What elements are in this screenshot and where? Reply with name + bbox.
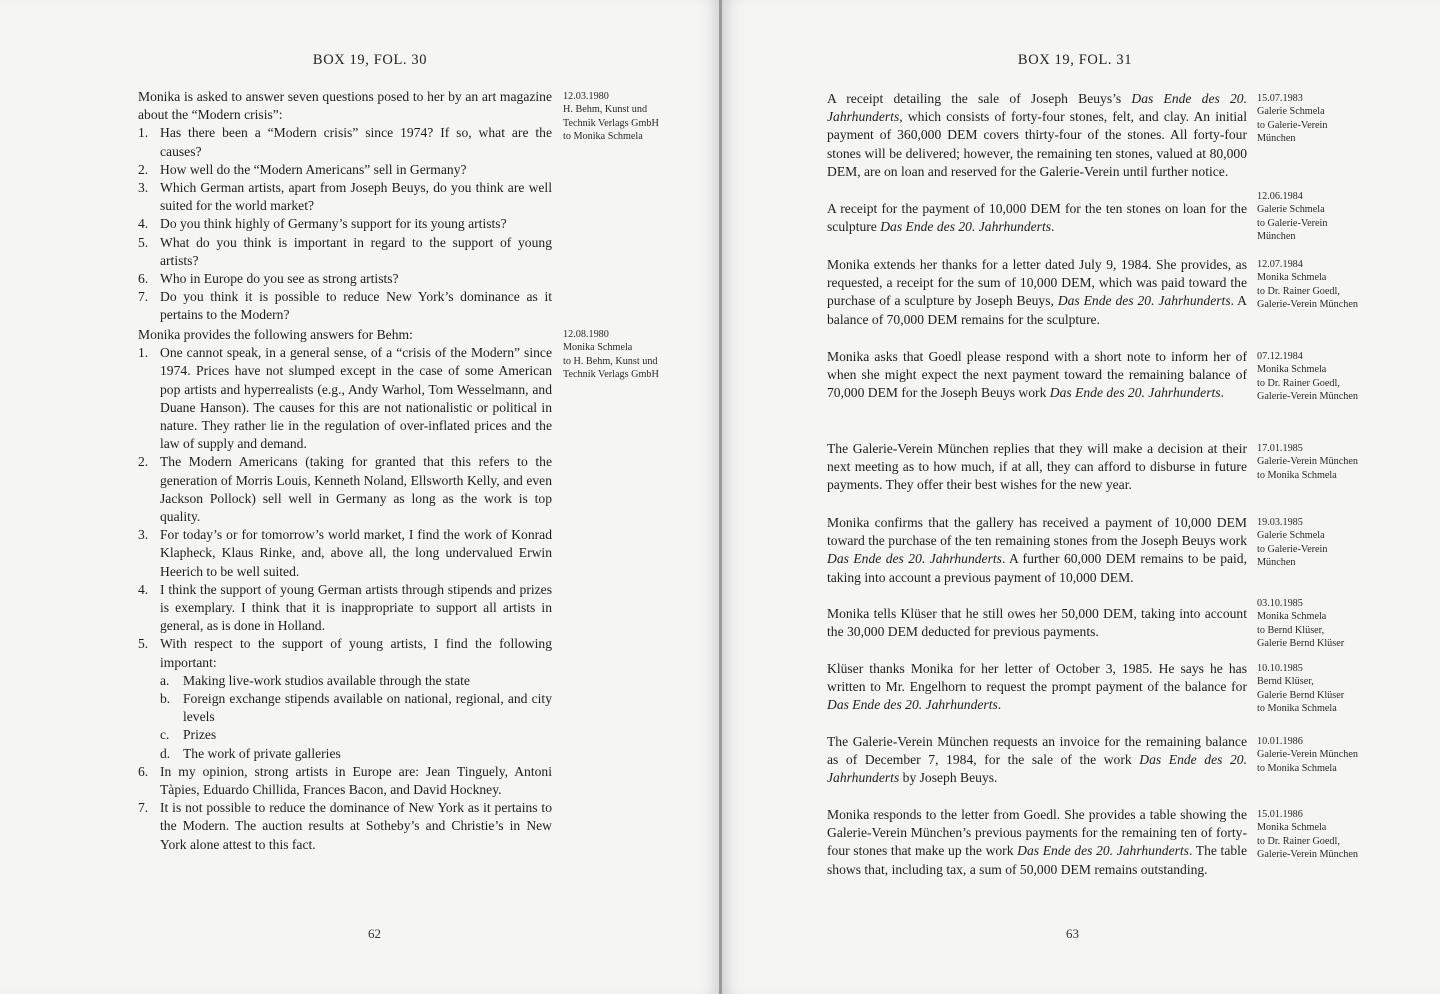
question-item: 4. Do you think highly of Germany’s support for its young artists? xyxy=(138,216,507,232)
note-line: H. Behm, Kunst und xyxy=(563,104,648,116)
note-line: Technik Verlags GmbH xyxy=(563,369,659,381)
answer-item: 5. With respect to the support of young artists, I find the following important: a. Making live-work studios available through the state b. Foreign exchange stipends available on national, regional, and city levels c. Prizes d. The work of private galleries xyxy=(138,635,552,762)
margin-note: 15.07.1983 Galerie Schmela to Galerie-Verein München xyxy=(1257,92,1387,146)
work-title: Das Ende des 20. Jahrhunderts xyxy=(1057,293,1231,309)
answer-item: 7. It is not possible to reduce the dominance of New York as it pertains to the Modern. The auction results at Sotheby’s and Christie’s in New York alone attest to this fact. xyxy=(138,800,552,852)
work-title: Das Ende des 20. Jahrhunderts xyxy=(880,219,1052,235)
note-line: Monika Schmela xyxy=(563,342,633,354)
margin-note xyxy=(563,328,683,382)
question-list xyxy=(138,124,552,324)
note-date: 10.10.1985 xyxy=(1257,663,1303,674)
entry-body: Monika tells Klüser that he still owes her 50,000 DEM, taking into account the 30,000 DEM deducted for previous payments. xyxy=(827,606,1247,640)
left-page-heading: BOX 19, FOL. 30 xyxy=(312,52,428,68)
margin-note: 03.10.1985 Monika Schmela to Bernd Klüser, Galerie Bernd Klüser xyxy=(1257,597,1387,651)
margin-note: 10.10.1985 Bernd Klüser, Galerie Bernd Klüser to Monika Schmela xyxy=(1257,662,1387,716)
note-date: 10.01.1986 xyxy=(1257,736,1303,747)
sub-item: a. Making live-work studios available through the state xyxy=(160,672,470,688)
note-date: 19.03.1985 xyxy=(1257,517,1303,528)
entry-body xyxy=(138,326,552,854)
entry-body xyxy=(138,88,552,325)
entry-body: Monika responds to the letter from Goedl. She provides a table showing the Galerie-Verein München’s previous payments for the remaining ten of forty-four stones that make up the work Das Ende des 20. Jahrhunderts. The table shows that, including tax, a sum of 50,000 DEM remains outstanding. xyxy=(827,807,1247,877)
answer-list xyxy=(138,344,552,854)
margin-note: 10.01.1986 Galerie-Verein München to Monika Schmela xyxy=(1257,735,1387,775)
answer-item: 4. I think the support of young German artists through stipends and prizes is exemplary. I think that it is inappropriate to support all artists in general, as is done in Holland. xyxy=(138,581,552,634)
entry-body: Klüser thanks Monika for her letter of October 3, 1985. He says he has written to Mr. Engelhorn to request the prompt payment of the balance for Das Ende des 20. Jahrhunderts. xyxy=(827,661,1247,713)
entry-body: The Galerie-Verein München replies that they will make a decision at their next meeting as to how much, if at all, they can afford to disburse in future payments. They offer their best wishes for the new year. xyxy=(827,441,1247,493)
sub-list xyxy=(160,672,552,763)
sub-item: d. The work of private galleries xyxy=(160,745,341,761)
work-title: Das Ende des 20. Jahrhunderts xyxy=(827,91,1247,125)
question-item: 2. How well do the “Modern Americans” sell in Germany? xyxy=(138,161,467,177)
page-number: 62 xyxy=(368,926,381,941)
note-date: 15.01.1986 xyxy=(1257,809,1303,820)
note-date: 12.03.1980 xyxy=(563,91,609,102)
question-item: 6. Who in Europe do you see as strong artists? xyxy=(138,271,399,287)
work-title: Das Ende des 20. Jahrhunderts xyxy=(1017,843,1189,859)
margin-note: 12.07.1984 Monika Schmela to Dr. Rainer Goedl, Galerie-Verein München xyxy=(1257,258,1387,312)
work-title: Das Ende des 20. Jahrhunderts xyxy=(827,752,1247,786)
note-date: 12.08.1980 xyxy=(563,329,609,340)
note-line: Technik Verlags GmbH xyxy=(563,117,659,129)
margin-note: 07.12.1984 Monika Schmela to Dr. Rainer Goedl, Galerie-Verein München xyxy=(1257,350,1387,404)
entry-body: Monika asks that Goedl please respond with a short note to inform her of when she might expect the next payment toward the remaining balance of 70,000 DEM for the Joseph Beuys work Das Ende des 20. Jahrhunderts. xyxy=(827,349,1247,401)
question-item: 7. Do you think it is possible to reduce New York’s dominance as it pertains to the Modern? xyxy=(138,289,552,323)
entry-body: The Galerie-Verein München requests an invoice for the remaining balance as of December 7, 1984, for the sale of the work Das Ende des 20. Jahrhunderts by Joseph Beuys. xyxy=(827,734,1247,786)
sub-item: c. Prizes xyxy=(160,727,217,743)
answer-item: 1. One cannot speak, in a general sense, of a “crisis of the Modern” since 1974. Prices have not slumped except in the case of some American pop artists and hyperrealists (e.g., Andy Warhol, Tom Wesselmann, and Duane Hanson). The causes for this are not nationalistic or political in nature. They rather lie in the regulation of over-inflated prices and the law of supply and demand. xyxy=(138,345,552,452)
note-date: 12.07.1984 xyxy=(1257,259,1303,270)
question-item: 1. Has there been a “Modern crisis” since 1974? If so, what are the causes? xyxy=(138,125,552,159)
margin-note: 12.06.1984 Galerie Schmela to Galerie-Verein München xyxy=(1257,190,1387,244)
entry-body: Monika extends her thanks for a letter dated July 9, 1984. She provides, as requested, a receipt for the sum of 10,000 DEM, which was paid toward the purchase of a sculpture by Joseph Beuys, Das Ende des 20. Jahrhunderts. A balance of 70,000 DEM remains for the sculpture. xyxy=(827,257,1247,327)
note-date: 07.12.1984 xyxy=(1257,351,1303,362)
answer-item: 6. In my opinion, strong artists in Europe are: Jean Tinguely, Antoni Tàpies, Eduardo Chillida, Frances Bacon, and David Hockney. xyxy=(138,763,552,798)
entry-intro: Monika is asked to answer seven questions posed to her by an art magazine about the “Modern crisis”: xyxy=(138,89,552,123)
margin-note xyxy=(563,90,683,144)
page-number: 63 xyxy=(1066,926,1079,941)
entry-body: A receipt for the payment of 10,000 DEM for the ten stones on loan for the sculpture Das Ende des 20. Jahrhunderts. xyxy=(827,201,1247,235)
note-line: to Monika Schmela xyxy=(563,131,643,143)
entry-body: Monika confirms that the gallery has received a payment of 10,000 DEM toward the purchase of the ten remaining stones from the Joseph Beuys work Das Ende des 20. Jahrhunderts. A further 60,000 DEM remains to be paid, taking into account a previous payment of 10,000 DEM. xyxy=(827,515,1247,585)
work-title: Das Ende des 20. Jahrhunderts xyxy=(827,551,1002,567)
answer-item: 3. For today’s or for tomorrow’s world market, I find the work of Konrad Klapheck, Klaus Rinke, and, above all, the long undervalued Erwin Heerich to be well suited. xyxy=(138,527,552,579)
right-page-heading: BOX 19, FOL. 31 xyxy=(1017,52,1133,68)
question-item: 3. Which German artists, apart from Joseph Beuys, do you think are well suited for the world market? xyxy=(138,180,552,214)
entry-intro: Monika provides the following answers for Behm: xyxy=(138,327,413,342)
margin-note: 19.03.1985 Galerie Schmela to Galerie-Verein München xyxy=(1257,516,1387,570)
entry-body: A receipt detailing the sale of Joseph Beuys’s Das Ende des 20. Jahrhunderts, which consists of forty-four stones, felt, and clay. An initial payment of 360,000 DEM covers thirty-four of the stones. All forty-four stones will be delivered; however, the remaining ten stones, valued at 80,000 DEM, are on loan and reserved for the Galerie-Verein until further notice. xyxy=(827,91,1247,179)
note-date: 17.01.1985 xyxy=(1257,443,1303,454)
sub-item: b. Foreign exchange stipends available on national, regional, and city levels xyxy=(160,691,552,725)
question-item: 5. What do you think is important in regard to the support of young artists? xyxy=(138,234,552,268)
note-line: to H. Behm, Kunst und xyxy=(563,355,658,367)
note-date: 12.06.1984 xyxy=(1257,191,1303,202)
margin-note: 17.01.1985 Galerie-Verein München to Monika Schmela xyxy=(1257,442,1387,482)
note-date: 03.10.1985 xyxy=(1257,598,1303,609)
margin-note: 15.01.1986 Monika Schmela to Dr. Rainer Goedl, Galerie-Verein München xyxy=(1257,808,1387,862)
work-title: Das Ende des 20. Jahrhunderts xyxy=(1049,385,1221,401)
note-date: 15.07.1983 xyxy=(1257,93,1303,104)
work-title: Das Ende des 20. Jahrhunderts xyxy=(827,697,998,713)
answer-item: 2. The Modern Americans (taking for granted that this refers to the generation of Morris Louis, Kenneth Noland, Ellsworth Kelly, and even Jackson Pollock) sell well in Germany as long as the work is top quality. xyxy=(138,454,552,525)
